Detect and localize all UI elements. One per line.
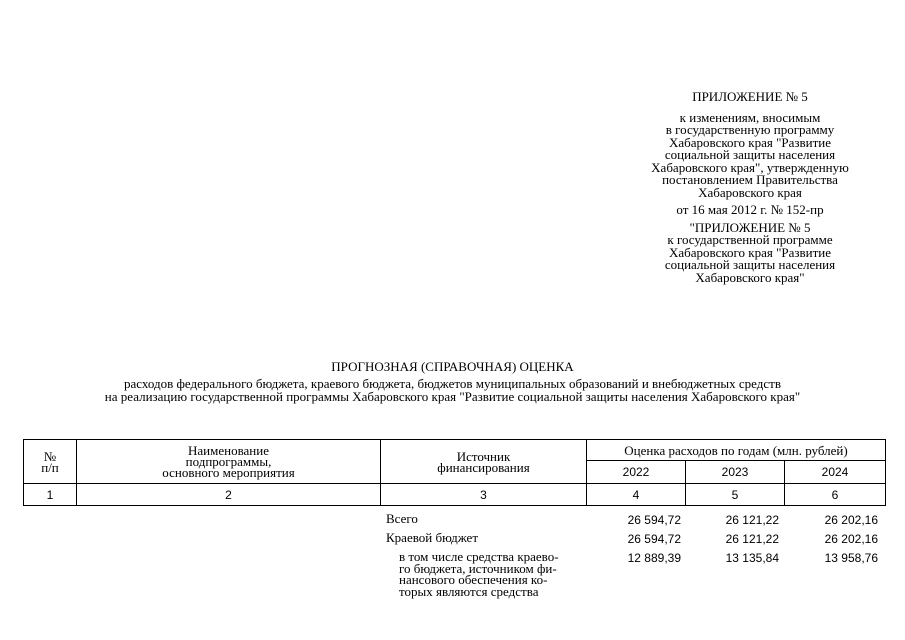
- column-number: 4: [587, 484, 686, 506]
- document-subtitle: [0, 378, 905, 403]
- appendix-line: социальной защиты населения: [664, 147, 836, 162]
- row-value-2023: 26 121,22: [725, 532, 779, 546]
- column-number: 2: [77, 484, 381, 506]
- header-name: Наименование подпрограммы, основного мероприятия: [77, 440, 381, 484]
- header-year: 2022: [587, 461, 686, 484]
- document-title: ПРОГНОЗНАЯ (СПРАВОЧНАЯ) ОЦЕНКА: [331, 359, 574, 374]
- row-value-2024: 26 202,16: [824, 532, 878, 546]
- appendix-line: в государственную программу: [665, 122, 835, 137]
- row-value-2022: 26 594,72: [627, 513, 681, 527]
- appendix-date-line: от 16 мая 2012 г. № 152-пр: [676, 202, 824, 217]
- row-value-2024: 26 202,16: [824, 513, 878, 527]
- row-value-2022: 12 889,39: [627, 551, 681, 565]
- document-subtitle-line: на реализацию государственной программы Хабаровского края "Развитие социальной защиты населения Хабаровского края": [104, 388, 801, 404]
- header-source: Источник финансирования: [381, 440, 587, 484]
- budget-table: [23, 439, 886, 506]
- header-num: № п/п: [24, 440, 77, 484]
- row-value-2023: 13 135,84: [725, 551, 779, 565]
- appendix-quoted-title: "ПРИЛОЖЕНИЕ № 5: [689, 219, 811, 235]
- row-value-2022: 26 594,72: [627, 532, 681, 546]
- appendix-title: ПРИЛОЖЕНИЕ № 5: [692, 89, 808, 104]
- appendix-quoted-line: социальной защиты населения: [664, 257, 836, 272]
- appendix-quoted-line: к государственной программе: [667, 232, 833, 247]
- document-subtitle-line: расходов федерального бюджета, краевого бюджета, бюджетов муниципальных образований и внебюджетных средств: [124, 376, 781, 391]
- appendix-line: постановлением Правительства: [662, 172, 838, 187]
- row-source: Всего: [386, 511, 418, 526]
- header-estimate: Оценка расходов по годам (млн. рублей): [587, 440, 886, 461]
- row-source: в том числе средства краево- го бюджета, источником фи- нансового обеспечения ко- торых являются средства: [399, 549, 559, 599]
- appendix-quoted-line: Хабаровского края": [695, 269, 805, 285]
- header-year: 2023: [686, 461, 785, 484]
- appendix-header: [600, 91, 900, 284]
- row-value-2024: 13 958,76: [824, 551, 878, 565]
- row-value-2023: 26 121,22: [725, 513, 779, 527]
- appendix-line: Хабаровского края: [698, 184, 802, 200]
- column-number: 5: [686, 484, 785, 506]
- header-year: 2024: [785, 461, 886, 484]
- appendix-line: Хабаровского края", утвержденную: [651, 159, 849, 175]
- appendix-line: к изменениям, вносимым: [679, 109, 821, 125]
- row-source: Краевой бюджет: [386, 530, 479, 545]
- appendix-quoted-line: Хабаровского края "Развитие: [668, 244, 832, 260]
- column-number: 6: [785, 484, 886, 506]
- appendix-line: Хабаровского края "Развитие: [668, 134, 832, 150]
- column-number: 3: [381, 484, 587, 506]
- column-number: 1: [24, 484, 77, 506]
